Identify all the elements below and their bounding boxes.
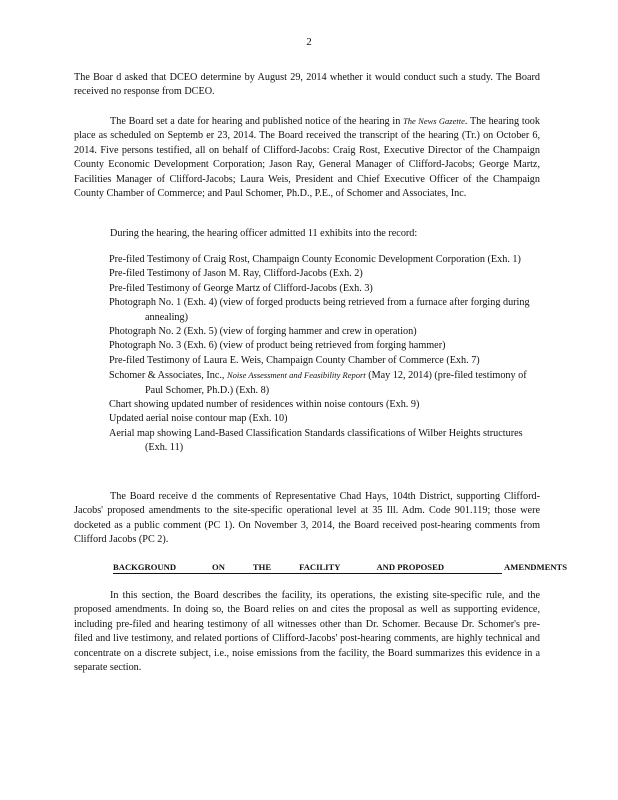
exhibit-item: Photograph No. 2 (Exh. 5) (view of forging hammer and crew in operation) — [109, 326, 417, 338]
hearing-text-rest: . The hearing took place as scheduled on Septemb er 23, 2014. The Board received the transcript of the hearing (Tr.) on October 6, 2014. Five persons testified, all on behalf of Clifford-Jacobs: Craig Rost, Executive Director of the Champaign County Economic Development Corporation; Jason Ray, General Manager of Clifford-Jacobs; George Martz, Facilities Manager of Clifford-Jacobs; Laura Weis, President and Chief Executive Officer of the Champaign County Chamber of Commerce; and Paul Schomer, Ph.D., P.E., of Schomer and Associates, Inc. — [74, 116, 540, 200]
exhibit-item: Updated aerial noise contour map (Exh. 10) — [109, 413, 288, 425]
hearing-text-start: The Board set a date for hearing and published notice of the hearing in — [110, 116, 404, 127]
publication-title: The News Gazette — [403, 116, 465, 126]
paragraph-exhibits-intro: During the hearing, the hearing officer admitted 11 exhibits into the record: — [110, 228, 418, 239]
exhibit-item: Pre-filed Testimony of Craig Rost, Champaign County Economic Development Corporation (Exh. 1) — [109, 254, 521, 265]
exhibit-item: Pre-filed Testimony of Laura E. Weis, Champaign County Chamber of Commerce (Exh. 7) — [109, 354, 480, 366]
exhibit8-author: Schomer & Associates, Inc., — [109, 370, 227, 382]
exhibit8-report-title: Noise Assessment and Feasibility Report — [226, 370, 366, 381]
paragraph-comments: The Board receive d the comments of Representative Chad Hays, 104th District, supporting Clifford-Jacobs' proposed amendments to the site-specific operational level at 35 Ill. Adm. Code 901.119; those were docketed as a public comment (PC 1). On November 3, 2014, the Board received post-hearing comments from Clifford Jacobs (PC 2). — [74, 491, 540, 546]
heading-word: BACKGROUND — [113, 562, 177, 572]
page-number: 2 — [306, 36, 312, 48]
heading-word: FACILITY — [299, 562, 341, 572]
exhibit-item — [109, 368, 539, 398]
heading-word: AMENDMENTS — [504, 562, 568, 572]
heading-word: ON — [212, 562, 225, 572]
exhibit-item: Pre-filed Testimony of Jason M. Ray, Clifford-Jacobs (Exh. 2) — [109, 268, 363, 280]
exhibit-list — [109, 253, 539, 456]
heading-word: THE — [252, 562, 272, 572]
paragraph-dceo-study: The Boar d asked that DCEO determine by August 29, 2014 whether it would conduct such a study. The Board received no response from DCEO. — [74, 72, 540, 98]
paragraph-hearing — [74, 114, 540, 201]
exhibit-item: Aerial map showing Land-Based Classification Standards classifications of Wilber Heights structures (Exh. 11) — [109, 427, 523, 454]
exhibit-item: Pre-filed Testimony of George Martz of Clifford-Jacobs (Exh. 3) — [109, 282, 373, 294]
exhibit-item: Photograph No. 3 (Exh. 6) (view of product being retrieved from forging hammer) — [109, 340, 446, 352]
heading-word: AND PROPOSED — [376, 562, 445, 572]
section-heading — [113, 561, 568, 574]
exhibit-item: Photograph No. 1 (Exh. 4) (view of forged products being retrieved from a furnace after forging during annealing) — [109, 297, 530, 323]
exhibit8-details: (May 12, 2014) (pre-filed testimony of Paul Schomer, Ph.D.) (Exh. 8) — [145, 370, 527, 396]
exhibit-item: Chart showing updated number of residences within noise contours (Exh. 9) — [109, 399, 420, 411]
paragraph-background: In this section, the Board describes the facility, its operations, the existing site-specific rule, and the proposed amendments. In doing so, the Board relies on and cites the proposal as well as supporting evidence, including pre-filed and hearing testimony of all witnesses other than Dr. Schomer. Because Dr. Schomer's pre-filed and live testimony, and related portions of Clifford-Jacobs' post-hearing comments, are highly technical and concentrate on a discrete subject, i.e., noise emissions from the facility, the Board summarizes this evidence in a separate section. — [74, 590, 540, 674]
